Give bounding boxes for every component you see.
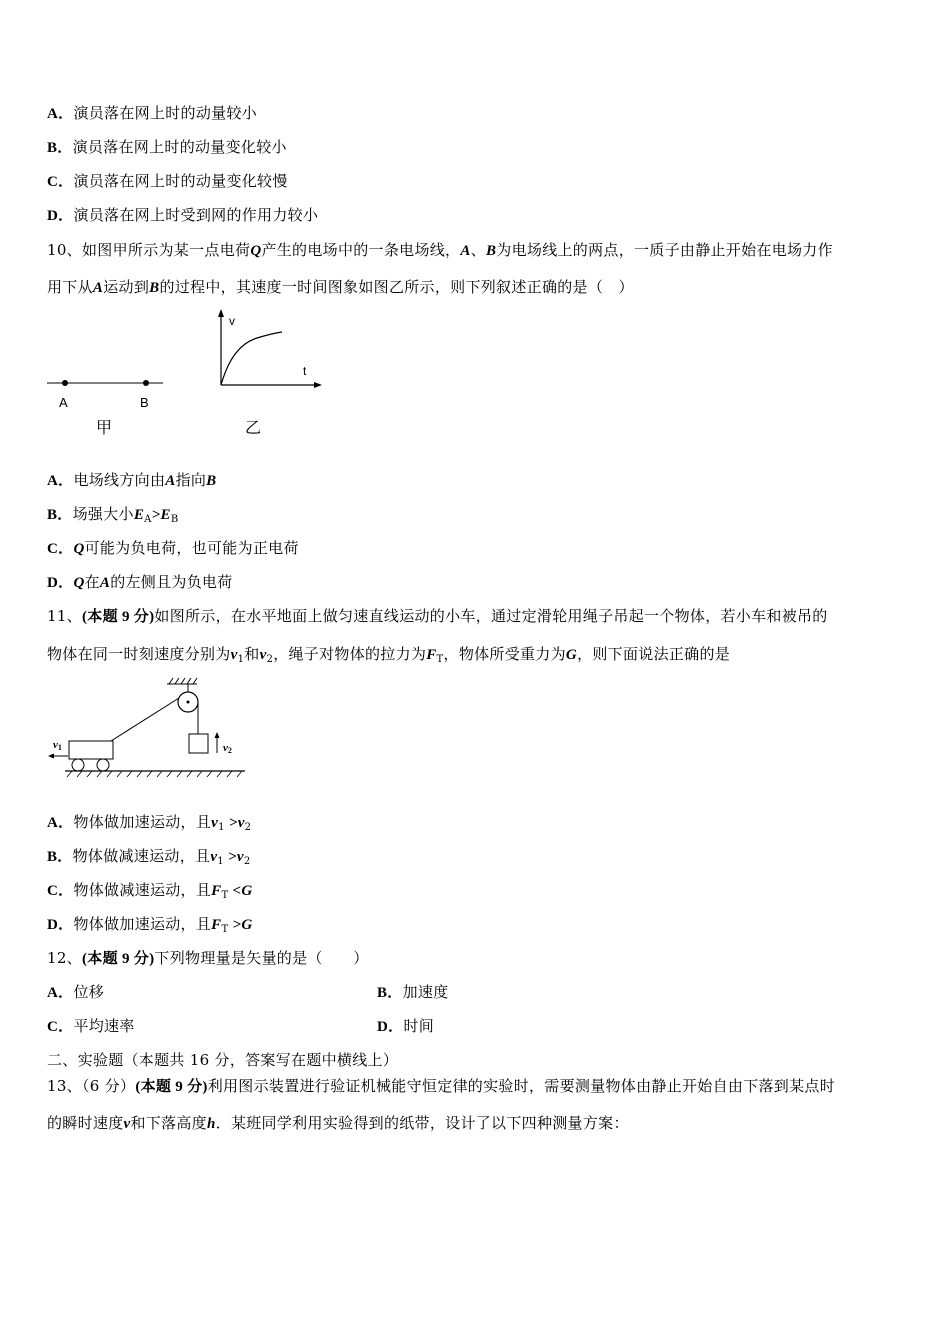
point-b-label: B (140, 395, 149, 410)
figure-cart-pulley (45, 674, 255, 784)
point-a-dot (62, 380, 68, 386)
point-a-label: A (59, 395, 68, 410)
cart-wheel-right (97, 759, 109, 771)
q9-option-d: D．演员落在网上时受到网的作用力较小 (47, 206, 319, 224)
cart-body (69, 741, 113, 759)
q12-option-d: D．时间 (377, 1017, 435, 1035)
figure-yi-caption: 乙 (245, 418, 262, 437)
point-b-dot (143, 380, 149, 386)
ceiling-hatch (169, 678, 197, 684)
v1-label: v1 (53, 739, 62, 752)
hanging-block (189, 734, 208, 753)
rope-to-cart (111, 698, 179, 741)
q11-option-b: B．物体做减速运动，且$v_1 >v_2$ (47, 847, 251, 867)
q12-option-a: A．位移 (47, 983, 105, 1001)
q11-stem-line2: 物体在同一时刻速度分别为$v_1$和$v_2$，绳子对物体的拉力为$F_T$，物体所受重力为G，则下面说法正确的是 (47, 645, 731, 665)
q10-stem-line2: 用下从A运动到B的过程中，其速度一时间图象如图乙所示，则下列叙述正确的是（ ） (47, 278, 634, 296)
t-axis-arrow (314, 382, 322, 388)
q10-stem-line1: 10、如图甲所示为某一点电荷Q产生的电场中的一条电场线，A、B为电场线上的两点，一质子由静止开始在电场力作 (47, 241, 833, 259)
q12-option-c: C．平均速率 (47, 1017, 135, 1035)
q10-option-a: A．电场线方向由A指向B (47, 471, 217, 489)
v1-arrowhead (48, 754, 54, 759)
q12-stem: 12、(本题 9 分)下列物理量是矢量的是（ ） (47, 949, 369, 967)
t-axis-label: t (303, 364, 307, 378)
q9-option-c: C．演员落在网上时的动量变化较慢 (47, 172, 288, 190)
q10-option-b: B．场强大小$E_A>E_B$ (47, 505, 179, 525)
cart-wheel-left (72, 759, 84, 771)
velocity-curve (221, 332, 282, 385)
pulley-axle (187, 701, 190, 704)
q11-option-c: C．物体做减速运动，且$F_T <G$ (47, 881, 253, 901)
v-axis-arrow (218, 309, 224, 317)
v2-arrowhead (215, 732, 220, 738)
figure-jia-caption: 甲 (96, 418, 113, 437)
q12-option-b: B．加速度 (377, 983, 449, 1001)
q9-option-a: A．演员落在网上时的动量较小 (47, 104, 258, 122)
q9-option-b: B．演员落在网上时的动量变化较小 (47, 138, 287, 156)
v-axis-label: v (229, 314, 235, 328)
q10-option-d: D．Q在A的左侧且为负电荷 (47, 573, 233, 591)
q11-option-a: A．物体做加速运动，且$v_1 >v_2$ (47, 813, 252, 833)
q13-stem-line1: 13、（6 分）(本题 9 分)利用图示装置进行验证机械能守恒定律的实验时，需要测量物体由静止开始自由下落到某点时 (47, 1077, 836, 1095)
section2-title: 二、实验题（本题共 16 分，答案写在题中横线上） (47, 1051, 399, 1069)
figure-jia-field-line (40, 360, 180, 440)
figure-yi-vt-graph (205, 307, 335, 442)
q11-option-d: D．物体做加速运动，且$F_T >G$ (47, 915, 253, 935)
q10-option-c: C．Q可能为负电荷，也可能为正电荷 (47, 539, 299, 557)
v2-label: v2 (223, 742, 232, 755)
ground-hatch (67, 771, 242, 777)
q13-stem-line2: 的瞬时速度v和下落高度h．某班同学利用实验得到的纸带，设计了以下四种测量方案： (47, 1114, 629, 1132)
q11-stem-line1: 11、(本题 9 分)如图所示，在水平地面上做匀速直线运动的小车，通过定滑轮用绳子吊起一个物体，若小车和被吊的 (47, 607, 828, 625)
